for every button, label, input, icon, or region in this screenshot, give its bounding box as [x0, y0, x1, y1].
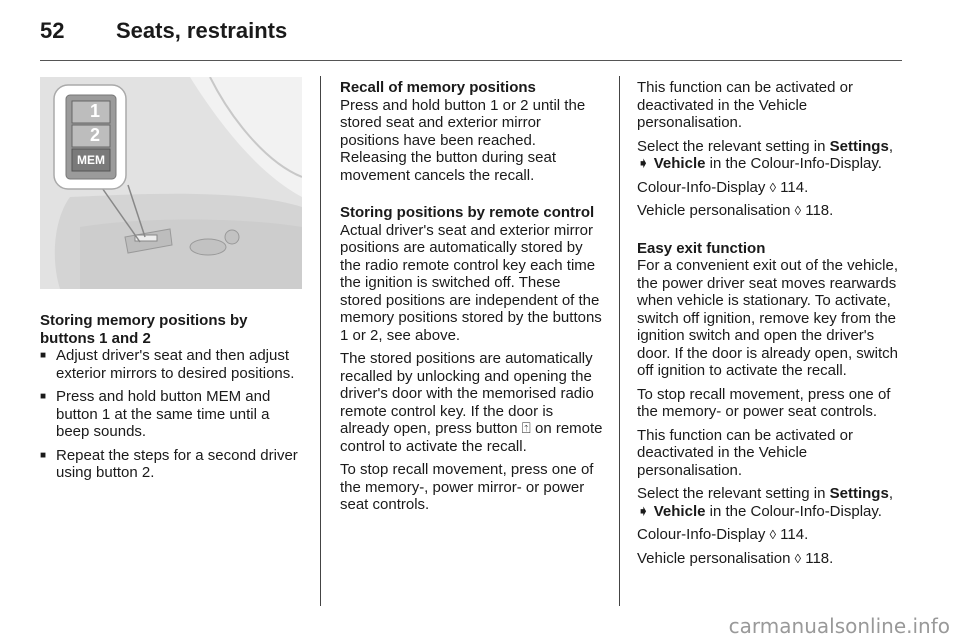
- page-number: 52: [40, 18, 65, 43]
- reference-icon: ◊: [794, 550, 802, 566]
- column-divider: [320, 76, 321, 606]
- steps-list: [40, 347, 306, 482]
- section-title: Seats, restraints: [116, 18, 288, 43]
- paragraph: Press and hold button 1 or 2 until the stored seat and exterior mirror positions have been reached. Releasing the button during seat movement cancels the recall.: [340, 96, 586, 184]
- unlock-icon: ⍐: [521, 420, 531, 437]
- header-rule: [40, 60, 902, 61]
- paragraph: This function can be activated or deactivated in the Vehicle personalisation.: [637, 79, 853, 131]
- button-1-label: 1: [89, 101, 100, 121]
- vehicle-menu: Vehicle: [653, 155, 706, 172]
- list-item: ■ Adjust driver's seat and then adjust exterior mirrors to desired positions.: [40, 347, 306, 382]
- paragraph: The stored positions are automatically recalled by unlocking and opening the driver's door with the memorised radio remote control key. If the door is already open, press button ⍐ on remote control to activate the recall.: [340, 350, 603, 455]
- page-header: [40, 18, 287, 44]
- paragraph: This function can be activated or deactivated in the Vehicle personalisation.: [637, 426, 853, 479]
- section-heading: Easy exit function: [637, 239, 766, 257]
- reference-icon: ◊: [794, 203, 802, 218]
- watermark: carmanualsonline.info: [728, 614, 950, 638]
- list-item: ■ Repeat the steps for a second driver using button 2.: [40, 447, 306, 482]
- column-1: [40, 312, 306, 488]
- reference-icon: ◊: [769, 527, 776, 542]
- settings-menu: Settings: [829, 137, 889, 155]
- settings-instruction: Select the relevant setting in Settings, ➧ Vehicle in the Colour-Info-Display.: [637, 137, 893, 172]
- cross-reference[interactable]: Colour-Info-Display ◊ 114.: [637, 178, 809, 196]
- section-heading: Storing memory positions by buttons 1 and 2: [40, 312, 248, 347]
- arrow-icon: ➧: [637, 155, 650, 172]
- seat-drawing: [40, 77, 302, 289]
- paragraph: Actual driver's seat and exterior mirror positions are automatically stored by the radio remote control key each time the ignition is switched off. These stored positions are independent of the memory positions stored by the buttons 1 or 2, see above.: [340, 221, 602, 344]
- paragraph: For a convenient exit out of the vehicle, the power driver seat moves rearwards when vehicle is stationary. To activate, switch off ignition, remove key from the ignition switch and open the driver's door. If the door is already open, switch off ignition to activate the recall.: [637, 257, 898, 379]
- list-item: ■ Press and hold button MEM and button 1 at the same time until a beep sounds.: [40, 388, 306, 441]
- paragraph: To stop recall movement, press one of the memory-, power mirror- or power seat controls.: [340, 461, 594, 513]
- arrow-icon: ➧: [637, 502, 650, 520]
- paragraph: To stop recall movement, press one of the memory- or power seat controls.: [637, 385, 891, 420]
- cross-reference[interactable]: Colour-Info-Display ◊ 114.: [637, 526, 809, 543]
- reference-icon: ◊: [769, 179, 776, 195]
- settings-menu: Settings: [829, 485, 889, 502]
- vehicle-menu: Vehicle: [653, 502, 706, 520]
- button-2-label: 2: [89, 125, 100, 145]
- section-heading: Recall of memory positions: [340, 79, 536, 96]
- cross-reference[interactable]: Vehicle personalisation ◊ 118.: [637, 202, 834, 219]
- column-2: [340, 79, 604, 520]
- memory-seat-illustration: [40, 77, 302, 289]
- settings-instruction: Select the relevant setting in Settings, ➧ Vehicle in the Colour-Info-Display.: [637, 485, 893, 520]
- button-mem-label: MEM: [77, 153, 105, 167]
- section-heading: Storing positions by remote control: [340, 204, 595, 221]
- column-3: [637, 79, 905, 573]
- cross-reference[interactable]: Vehicle personalisation ◊ 118.: [637, 549, 834, 567]
- column-divider: [619, 76, 620, 606]
